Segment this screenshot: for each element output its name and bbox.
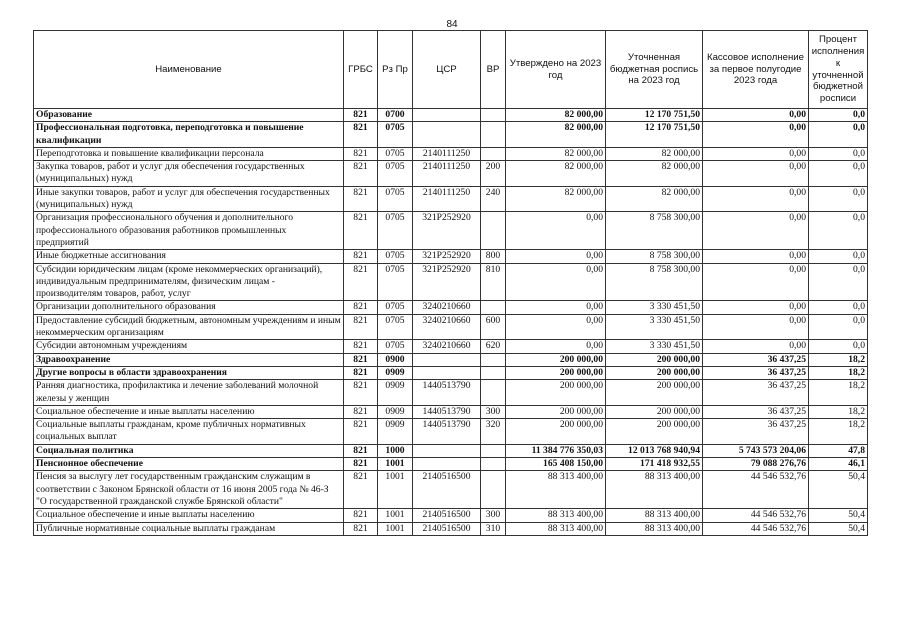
cell-percent: 0,0 xyxy=(809,212,868,250)
cell-name: Субсидии автономным учреждениям xyxy=(34,340,344,353)
cell-name: Переподготовка и повышение квалификации персонала xyxy=(34,147,344,160)
cell-percent: 50,4 xyxy=(809,522,868,535)
cell-refined: 12 170 751,50 xyxy=(606,109,703,122)
table-row xyxy=(34,147,868,160)
cell-name: Организации дополнительного образования xyxy=(34,301,344,314)
cell-executed: 44 546 532,76 xyxy=(703,509,809,522)
header-approved: Утверждено на 2023 год xyxy=(506,31,606,109)
cell-vr: 240 xyxy=(481,186,506,212)
cell-grbs: 821 xyxy=(344,380,378,406)
table-row xyxy=(34,353,868,366)
cell-rzpr: 0909 xyxy=(378,366,413,379)
cell-refined: 88 313 400,00 xyxy=(606,522,703,535)
cell-refined: 3 330 451,50 xyxy=(606,314,703,340)
cell-rzpr: 0705 xyxy=(378,147,413,160)
table-row xyxy=(34,250,868,263)
cell-refined: 12 170 751,50 xyxy=(606,122,703,148)
cell-executed: 0,00 xyxy=(703,122,809,148)
header-grbs: ГРБС xyxy=(344,31,378,109)
cell-vr: 810 xyxy=(481,263,506,301)
cell-refined: 200 000,00 xyxy=(606,405,703,418)
cell-rzpr: 1000 xyxy=(378,444,413,457)
cell-rzpr: 0705 xyxy=(378,212,413,250)
cell-rzpr: 0909 xyxy=(378,380,413,406)
cell-percent: 46,1 xyxy=(809,458,868,471)
cell-name: Социальные выплаты гражданам, кроме публичных нормативных социальных выплат xyxy=(34,419,344,445)
cell-csr: 3240210660 xyxy=(413,340,481,353)
cell-executed: 36 437,25 xyxy=(703,366,809,379)
cell-name: Организация профессионального обучения и дополнительного профессионального образования работников промышленных предприятий xyxy=(34,212,344,250)
cell-grbs: 821 xyxy=(344,314,378,340)
cell-approved: 88 313 400,00 xyxy=(506,522,606,535)
cell-grbs: 821 xyxy=(344,161,378,187)
cell-vr: 620 xyxy=(481,340,506,353)
cell-executed: 36 437,25 xyxy=(703,380,809,406)
cell-rzpr: 0705 xyxy=(378,301,413,314)
cell-percent: 0,0 xyxy=(809,161,868,187)
table-row xyxy=(34,340,868,353)
cell-percent: 0,0 xyxy=(809,314,868,340)
cell-csr: 2140111250 xyxy=(413,186,481,212)
cell-executed: 0,00 xyxy=(703,340,809,353)
table-row xyxy=(34,509,868,522)
cell-name: Профессиональная подготовка, переподготовка и повышение квалификации xyxy=(34,122,344,148)
cell-approved: 0,00 xyxy=(506,212,606,250)
table-row xyxy=(34,161,868,187)
header-executed: Кассовое исполнение за первое полугодие 2023 года xyxy=(703,31,809,109)
cell-percent: 18,2 xyxy=(809,380,868,406)
cell-vr xyxy=(481,147,506,160)
cell-name: Социальная политика xyxy=(34,444,344,457)
header-csr: ЦСР xyxy=(413,31,481,109)
cell-executed: 0,00 xyxy=(703,212,809,250)
cell-rzpr: 1001 xyxy=(378,458,413,471)
cell-csr xyxy=(413,353,481,366)
cell-approved: 200 000,00 xyxy=(506,353,606,366)
cell-vr xyxy=(481,380,506,406)
table-row xyxy=(34,263,868,301)
cell-percent: 0,0 xyxy=(809,340,868,353)
cell-csr: 321Р252920 xyxy=(413,250,481,263)
cell-rzpr: 0909 xyxy=(378,405,413,418)
cell-rzpr: 1001 xyxy=(378,509,413,522)
cell-name: Иные закупки товаров, работ и услуг для обеспечения государственных (муниципальных) нужд xyxy=(34,186,344,212)
cell-csr: 2140516500 xyxy=(413,509,481,522)
cell-refined: 8 758 300,00 xyxy=(606,212,703,250)
cell-csr: 321Р252920 xyxy=(413,263,481,301)
cell-grbs: 821 xyxy=(344,263,378,301)
table-row xyxy=(34,212,868,250)
table-row xyxy=(34,109,868,122)
cell-approved: 82 000,00 xyxy=(506,109,606,122)
table-row xyxy=(34,458,868,471)
cell-grbs: 821 xyxy=(344,366,378,379)
cell-approved: 0,00 xyxy=(506,263,606,301)
cell-executed: 0,00 xyxy=(703,263,809,301)
cell-refined: 200 000,00 xyxy=(606,366,703,379)
cell-name: Предоставление субсидий бюджетным, автономным учреждениям и иным некоммерческим организациям xyxy=(34,314,344,340)
cell-rzpr: 0700 xyxy=(378,109,413,122)
cell-rzpr: 0705 xyxy=(378,250,413,263)
cell-vr: 300 xyxy=(481,405,506,418)
cell-grbs: 821 xyxy=(344,405,378,418)
table-header-row xyxy=(34,31,868,109)
cell-csr: 2140516500 xyxy=(413,522,481,535)
cell-percent: 50,4 xyxy=(809,509,868,522)
cell-vr: 300 xyxy=(481,509,506,522)
cell-name: Социальное обеспечение и иные выплаты населению xyxy=(34,509,344,522)
cell-vr xyxy=(481,109,506,122)
cell-vr: 600 xyxy=(481,314,506,340)
cell-approved: 0,00 xyxy=(506,250,606,263)
cell-csr xyxy=(413,366,481,379)
cell-executed: 5 743 573 204,06 xyxy=(703,444,809,457)
cell-grbs: 821 xyxy=(344,122,378,148)
cell-refined: 3 330 451,50 xyxy=(606,301,703,314)
cell-rzpr: 0705 xyxy=(378,340,413,353)
cell-vr xyxy=(481,212,506,250)
cell-grbs: 821 xyxy=(344,340,378,353)
cell-refined: 82 000,00 xyxy=(606,147,703,160)
cell-grbs: 821 xyxy=(344,186,378,212)
cell-approved: 11 384 776 350,03 xyxy=(506,444,606,457)
cell-approved: 165 408 150,00 xyxy=(506,458,606,471)
cell-percent: 0,0 xyxy=(809,301,868,314)
cell-csr: 2140111250 xyxy=(413,161,481,187)
cell-csr: 321Р252920 xyxy=(413,212,481,250)
cell-approved: 82 000,00 xyxy=(506,186,606,212)
cell-approved: 88 313 400,00 xyxy=(506,471,606,509)
cell-vr: 800 xyxy=(481,250,506,263)
cell-approved: 0,00 xyxy=(506,301,606,314)
cell-grbs: 821 xyxy=(344,509,378,522)
cell-executed: 36 437,25 xyxy=(703,419,809,445)
cell-name: Ранняя диагностика, профилактика и лечение заболеваний молочной железы у женщин xyxy=(34,380,344,406)
cell-grbs: 821 xyxy=(344,458,378,471)
cell-percent: 0,0 xyxy=(809,109,868,122)
cell-grbs: 821 xyxy=(344,250,378,263)
cell-executed: 44 546 532,76 xyxy=(703,471,809,509)
cell-vr xyxy=(481,366,506,379)
table-row xyxy=(34,122,868,148)
cell-rzpr: 0900 xyxy=(378,353,413,366)
table-row xyxy=(34,301,868,314)
cell-executed: 44 546 532,76 xyxy=(703,522,809,535)
cell-name: Пенсия за выслугу лет государственным гражданским служащим в соответствии с Законом Брянской области от 16 июня 2005 года № 46-З "О государственной гражданской службе Брянской области" xyxy=(34,471,344,509)
cell-grbs: 821 xyxy=(344,522,378,535)
table-row xyxy=(34,380,868,406)
cell-refined: 3 330 451,50 xyxy=(606,340,703,353)
cell-percent: 18,2 xyxy=(809,419,868,445)
cell-grbs: 821 xyxy=(344,301,378,314)
cell-name: Социальное обеспечение и иные выплаты населению xyxy=(34,405,344,418)
cell-grbs: 821 xyxy=(344,444,378,457)
cell-approved: 0,00 xyxy=(506,314,606,340)
cell-csr: 3240210660 xyxy=(413,314,481,340)
cell-refined: 200 000,00 xyxy=(606,419,703,445)
cell-csr: 1440513790 xyxy=(413,405,481,418)
cell-csr xyxy=(413,458,481,471)
cell-percent: 18,2 xyxy=(809,366,868,379)
cell-name: Публичные нормативные социальные выплаты гражданам xyxy=(34,522,344,535)
cell-grbs: 821 xyxy=(344,471,378,509)
cell-executed: 0,00 xyxy=(703,314,809,340)
cell-approved: 200 000,00 xyxy=(506,380,606,406)
cell-refined: 200 000,00 xyxy=(606,380,703,406)
cell-vr: 200 xyxy=(481,161,506,187)
cell-refined: 8 758 300,00 xyxy=(606,263,703,301)
cell-executed: 0,00 xyxy=(703,186,809,212)
cell-approved: 88 313 400,00 xyxy=(506,509,606,522)
table-row xyxy=(34,366,868,379)
cell-vr: 310 xyxy=(481,522,506,535)
cell-executed: 0,00 xyxy=(703,109,809,122)
cell-approved: 200 000,00 xyxy=(506,366,606,379)
cell-csr xyxy=(413,109,481,122)
cell-vr xyxy=(481,122,506,148)
cell-csr: 2140111250 xyxy=(413,147,481,160)
cell-approved: 82 000,00 xyxy=(506,161,606,187)
cell-executed: 36 437,25 xyxy=(703,405,809,418)
cell-executed: 0,00 xyxy=(703,250,809,263)
cell-grbs: 821 xyxy=(344,419,378,445)
cell-rzpr: 1001 xyxy=(378,522,413,535)
cell-percent: 0,0 xyxy=(809,186,868,212)
cell-grbs: 821 xyxy=(344,109,378,122)
cell-percent: 18,2 xyxy=(809,405,868,418)
cell-csr: 2140516500 xyxy=(413,471,481,509)
cell-percent: 0,0 xyxy=(809,122,868,148)
cell-refined: 88 313 400,00 xyxy=(606,471,703,509)
cell-percent: 0,0 xyxy=(809,147,868,160)
table-row xyxy=(34,186,868,212)
cell-approved: 0,00 xyxy=(506,340,606,353)
cell-approved: 200 000,00 xyxy=(506,419,606,445)
cell-executed: 36 437,25 xyxy=(703,353,809,366)
cell-name: Пенсионное обеспечение xyxy=(34,458,344,471)
cell-refined: 8 758 300,00 xyxy=(606,250,703,263)
table-row xyxy=(34,405,868,418)
cell-executed: 79 088 276,76 xyxy=(703,458,809,471)
cell-vr xyxy=(481,458,506,471)
cell-grbs: 821 xyxy=(344,353,378,366)
cell-percent: 0,0 xyxy=(809,263,868,301)
cell-percent: 0,0 xyxy=(809,250,868,263)
table-row xyxy=(34,522,868,535)
cell-csr: 1440513790 xyxy=(413,419,481,445)
cell-csr: 3240210660 xyxy=(413,301,481,314)
cell-rzpr: 0705 xyxy=(378,122,413,148)
cell-rzpr: 0909 xyxy=(378,419,413,445)
cell-refined: 88 313 400,00 xyxy=(606,509,703,522)
cell-vr xyxy=(481,444,506,457)
cell-percent: 47,8 xyxy=(809,444,868,457)
cell-rzpr: 1001 xyxy=(378,471,413,509)
header-name: Наименование xyxy=(34,31,344,109)
cell-rzpr: 0705 xyxy=(378,186,413,212)
cell-rzpr: 0705 xyxy=(378,314,413,340)
cell-executed: 0,00 xyxy=(703,147,809,160)
cell-rzpr: 0705 xyxy=(378,161,413,187)
table-row xyxy=(34,314,868,340)
cell-name: Закупка товаров, работ и услуг для обеспечения государственных (муниципальных) нужд xyxy=(34,161,344,187)
cell-csr: 1440513790 xyxy=(413,380,481,406)
cell-name: Другие вопросы в области здравоохранения xyxy=(34,366,344,379)
page-number: 84 xyxy=(446,19,458,30)
cell-vr xyxy=(481,353,506,366)
cell-vr xyxy=(481,471,506,509)
table-row xyxy=(34,419,868,445)
header-vr: ВР xyxy=(481,31,506,109)
cell-executed: 0,00 xyxy=(703,301,809,314)
cell-grbs: 821 xyxy=(344,147,378,160)
cell-approved: 200 000,00 xyxy=(506,405,606,418)
cell-csr xyxy=(413,122,481,148)
budget-table xyxy=(33,30,868,536)
cell-name: Здравоохранение xyxy=(34,353,344,366)
cell-approved: 82 000,00 xyxy=(506,122,606,148)
header-rzpr: Рз Пр xyxy=(378,31,413,109)
cell-name: Субсидии юридическим лицам (кроме некоммерческих организаций), индивидуальным предпринимателям, физическим лицам - производителям товаров, работ, услуг xyxy=(34,263,344,301)
cell-vr: 320 xyxy=(481,419,506,445)
cell-refined: 12 013 768 940,94 xyxy=(606,444,703,457)
cell-refined: 82 000,00 xyxy=(606,186,703,212)
table-row xyxy=(34,444,868,457)
cell-csr xyxy=(413,444,481,457)
table-row xyxy=(34,471,868,509)
cell-approved: 82 000,00 xyxy=(506,147,606,160)
header-percent: Процент исполнения к уточненной бюджетной росписи xyxy=(809,31,868,109)
cell-vr xyxy=(481,301,506,314)
cell-percent: 50,4 xyxy=(809,471,868,509)
cell-rzpr: 0705 xyxy=(378,263,413,301)
cell-grbs: 821 xyxy=(344,212,378,250)
cell-executed: 0,00 xyxy=(703,161,809,187)
cell-refined: 82 000,00 xyxy=(606,161,703,187)
cell-refined: 171 418 932,55 xyxy=(606,458,703,471)
cell-name: Образование xyxy=(34,109,344,122)
header-refined: Уточненная бюджетная роспись на 2023 год xyxy=(606,31,703,109)
cell-name: Иные бюджетные ассигнования xyxy=(34,250,344,263)
cell-refined: 200 000,00 xyxy=(606,353,703,366)
cell-percent: 18,2 xyxy=(809,353,868,366)
